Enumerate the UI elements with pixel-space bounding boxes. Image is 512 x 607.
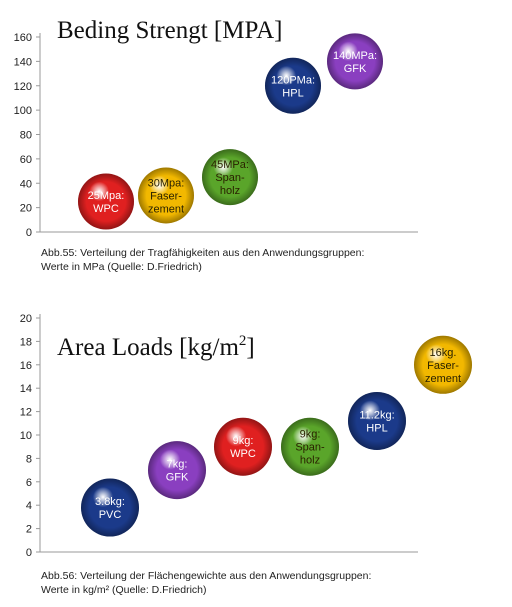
y-tick-label: 140 xyxy=(13,56,32,69)
y-tick-label: 20 xyxy=(19,202,32,215)
bubble-point xyxy=(81,479,139,537)
figure-caption xyxy=(41,246,364,274)
y-tick-label: 8 xyxy=(25,453,32,466)
bubble-point xyxy=(414,336,472,394)
y-tick-label: 12 xyxy=(19,406,32,419)
data-label: 9kg: Span-holz xyxy=(295,428,325,467)
bubble-series xyxy=(78,33,383,229)
data-label: 140MPa: GFK xyxy=(332,49,378,75)
bubble-point xyxy=(148,441,206,499)
data-label: 120PMa: HPL xyxy=(270,74,316,100)
data-label: 16kg. Faser-zement xyxy=(424,346,462,385)
y-tick-label: 80 xyxy=(19,129,32,142)
y-tick-label: 20 xyxy=(19,313,32,325)
data-label: 3.8kg: PVC xyxy=(95,496,125,522)
bubble-point xyxy=(327,33,383,89)
y-tick-label: 10 xyxy=(19,430,32,442)
y-tick-label: 100 xyxy=(13,105,32,118)
data-label: 11.2kg: HPL xyxy=(359,409,395,435)
bubble-point xyxy=(348,392,406,450)
bubble-point xyxy=(138,167,194,223)
chart-title: Beding Strengt [MPA] xyxy=(57,17,283,44)
y-tick-label: 60 xyxy=(19,153,32,166)
y-tick-label: 40 xyxy=(19,178,32,191)
data-label: 9kg: WPC xyxy=(230,435,256,461)
bubble-series xyxy=(81,336,472,537)
bubble-point xyxy=(78,174,134,230)
data-label: 25Mpa: WPC xyxy=(87,190,125,216)
y-tick-label: 14 xyxy=(19,383,32,396)
data-label: 30Mpa: Faser-zement xyxy=(147,177,185,216)
caption-line: Abb.56: Verteilung der Flächengewichte aus den Anwendungsgruppen: xyxy=(41,570,372,582)
area-loads-chart xyxy=(20,313,472,559)
bubble-point xyxy=(265,58,321,114)
y-tick-label: 0 xyxy=(25,547,32,559)
chart-title: Area Loads $[kg/m^2]$ xyxy=(57,333,255,361)
figure-caption xyxy=(41,569,371,597)
bubble-point xyxy=(214,418,272,476)
y-tick-label: 0 xyxy=(25,227,32,239)
y-tick-label: 18 xyxy=(19,336,32,349)
y-tick-label: 4 xyxy=(25,500,32,513)
data-label: 45MPa: Span-holz xyxy=(211,159,249,198)
caption-line: Abb.55: Verteilung der Tragfähigkeiten aus den Anwendungsgruppen: xyxy=(41,247,365,259)
bubble-point xyxy=(202,149,258,205)
bubble-point xyxy=(281,418,339,476)
y-tick-label: 2 xyxy=(25,523,32,536)
y-tick-label: 120 xyxy=(13,80,32,93)
y-tick-label: 160 xyxy=(13,32,32,44)
data-label: 7kg: GFK xyxy=(165,458,189,484)
y-tick-label: 16 xyxy=(19,359,32,372)
caption-line: Werte in kg/m² (Quelle: D.Friedrich) xyxy=(41,584,207,596)
bending-strength-chart xyxy=(14,17,418,239)
y-tick-label: 6 xyxy=(25,476,32,489)
caption-line: Werte in MPa (Quelle: D.Friedrich) xyxy=(41,261,202,273)
